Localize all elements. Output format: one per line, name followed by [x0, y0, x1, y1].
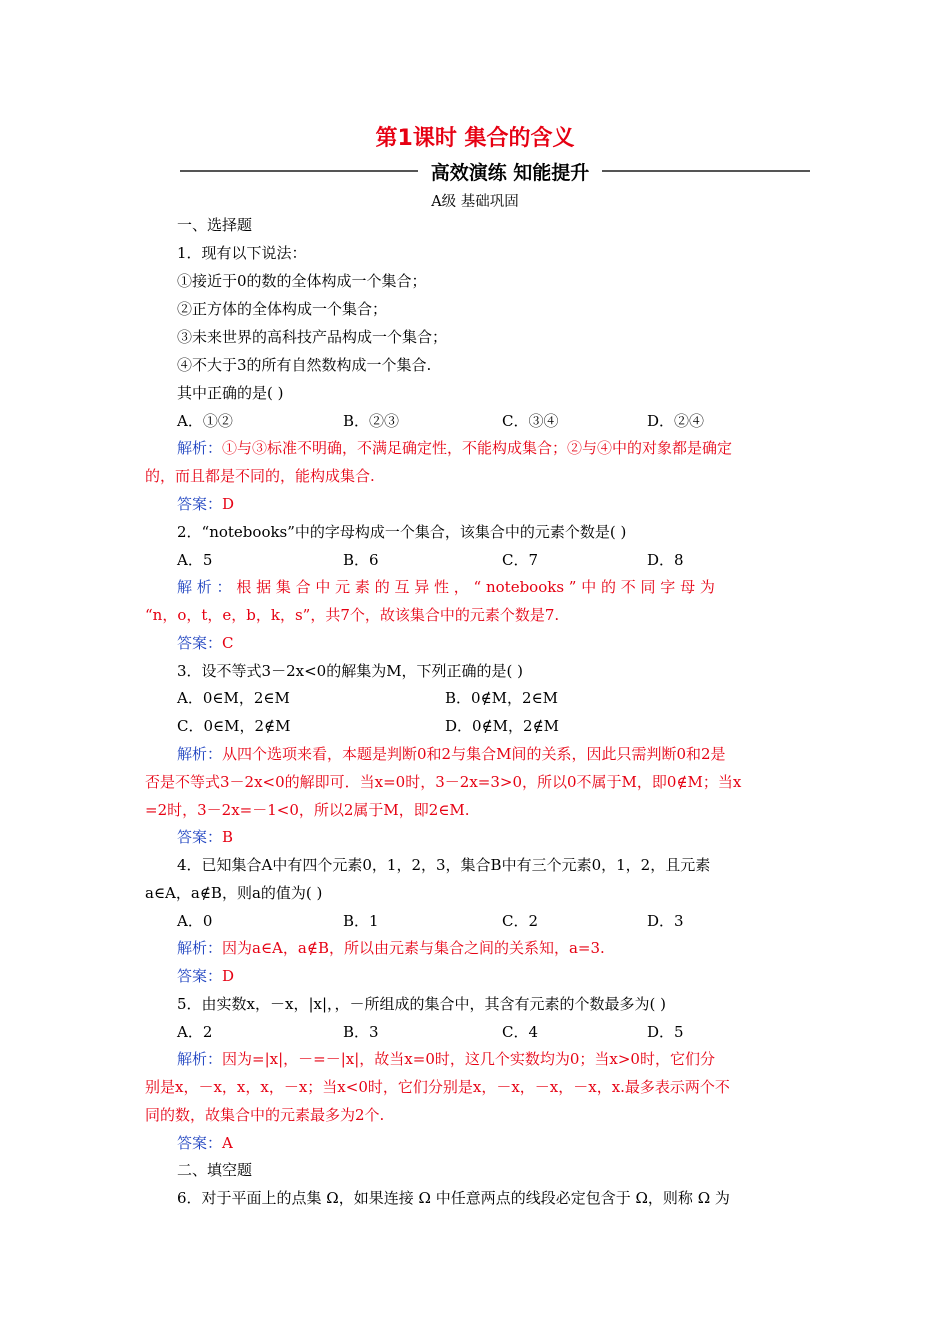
- q4-analysis-text-1: 因为a∈A，a∉B，所以由元素与集合之间的关系知，a=3.: [222, 939, 605, 957]
- q1-item-3: ③未来世界的高科技产品构成一个集合；: [177, 328, 448, 346]
- q1-answer-value: D: [222, 495, 235, 513]
- q3-analysis-line-1: [177, 744, 726, 764]
- q3-option-a: A．0∈M，2∈M: [177, 689, 290, 707]
- q5-analysis-text-1: 因为=|x|，－=－|x|，故当x=0时，这几个实数均为0；当x>0时，它们分: [222, 1050, 715, 1068]
- banner-rule-left: [180, 170, 418, 172]
- q2-option-d: D．8: [647, 551, 684, 569]
- q4-option-c: C．2: [502, 912, 539, 930]
- q5-option-a: A．2: [177, 1023, 213, 1041]
- q3-answer-label: 答案：: [177, 828, 223, 846]
- q1-analysis-label: 解析：: [177, 439, 223, 457]
- q2-analysis-line-1: [177, 577, 715, 597]
- q4-analysis-label: 解析：: [177, 939, 223, 957]
- q4-stem-line-1: 4．已知集合A中有四个元素0，1，2，3，集合B中有三个元素0，1，2，且元素: [177, 856, 711, 874]
- q2-answer: [177, 633, 234, 653]
- q3-answer: [177, 827, 233, 847]
- q3-option-d: D．0∉M，2∉M: [445, 717, 560, 735]
- q1-analysis-line-2: 的，而且都是不同的，能构成集合.: [145, 467, 375, 485]
- q2-option-b: B．6: [343, 551, 379, 569]
- banner-text: 高效演练 知能提升: [430, 162, 590, 184]
- banner-rule-right: [602, 170, 810, 172]
- q5-option-d: D．5: [647, 1023, 684, 1041]
- q5-answer: [177, 1133, 233, 1153]
- q5-answer-label: 答案：: [177, 1134, 223, 1152]
- q3-analysis-text-1: 从四个选项来看，本题是判断0和2与集合M间的关系，因此只需判断0和2是: [222, 745, 726, 763]
- q2-answer-label: 答案：: [177, 634, 223, 652]
- q1-analysis-text-1: ①与③标准不明确，不满足确定性，不能构成集合；②与④中的对象都是确定: [222, 439, 733, 457]
- q5-analysis-line-3: 同的数，故集合中的元素最多为2个.: [145, 1106, 385, 1124]
- q5-option-c: C．4: [502, 1023, 539, 1041]
- q1-item-2: ②正方体的全体构成一个集合；: [177, 300, 388, 318]
- q4-stem-line-2: a∈A，a∉B，则a的值为( ): [145, 884, 323, 902]
- q2-stem: 2．“notebooks”中的字母构成一个集合，该集合中的元素个数是( ): [177, 523, 627, 541]
- q3-analysis-line-3: =2时，3－2x=－1<0，所以2属于M，即2∈M.: [145, 801, 470, 819]
- q1-analysis-line-1: [177, 438, 732, 458]
- q1-stem: 1．现有以下说法：: [177, 244, 307, 262]
- q3-stem: 3．设不等式3－2x<0的解集为M，下列正确的是( ): [177, 662, 524, 680]
- q1-option-b: B．②③: [343, 412, 400, 430]
- q4-analysis-line-1: [177, 938, 605, 958]
- q4-answer: [177, 966, 234, 986]
- q5-option-b: B．3: [343, 1023, 379, 1041]
- q3-answer-value: B: [222, 828, 234, 846]
- q2-analysis-line-2: “n，o，t，e，b，k，s”，共7个，故该集合中的元素个数是7.: [145, 606, 560, 624]
- q1-item-4: ④不大于3的所有自然数构成一个集合.: [177, 356, 432, 374]
- q1-item-1: ①接近于0的数的全体构成一个集合；: [177, 272, 427, 290]
- q1-option-d: D．②④: [647, 412, 705, 430]
- q3-analysis-label: 解析：: [177, 745, 223, 763]
- level-heading: A级 基础巩固: [431, 194, 519, 210]
- q4-answer-value: D: [222, 967, 235, 985]
- q2-answer-value: C: [222, 634, 234, 652]
- q1-option-a: A．①②: [177, 412, 233, 430]
- q1-ask: 其中正确的是( ): [177, 384, 284, 402]
- q1-option-c: C．③④: [502, 412, 559, 430]
- q5-analysis-line-1: [177, 1049, 715, 1069]
- q2-option-c: C．7: [502, 551, 539, 569]
- q1-answer: [177, 494, 234, 514]
- lesson-title: 第1课时 集合的含义: [375, 126, 575, 151]
- q3-option-c: C．0∈M，2∉M: [177, 717, 291, 735]
- q2-analysis-text-1: 根 据 集 合 中 元 素 的 互 异 性 ， “ notebooks ” 中 的 不 同 字 母 为: [236, 578, 715, 596]
- q4-option-b: B．1: [343, 912, 379, 930]
- q3-analysis-line-2: 否是不等式3－2x<0的解即可．当x=0时，3－2x=3>0，所以0不属于M，即0∉M；当x: [145, 773, 742, 791]
- section-banner: [180, 158, 810, 184]
- q4-answer-label: 答案：: [177, 967, 223, 985]
- q4-option-a: A．0: [177, 912, 213, 930]
- q2-option-a: A．5: [177, 551, 213, 569]
- q4-option-d: D．3: [647, 912, 684, 930]
- section-choice-heading: 一、选择题: [177, 216, 253, 234]
- q3-option-b: B．0∉M，2∈M: [445, 689, 559, 707]
- q5-analysis-line-2: 别是x，－x，x，x，－x；当x<0时，它们分别是x，－x，－x，－x，x.最多表示两个不: [145, 1078, 730, 1096]
- q1-answer-label: 答案：: [177, 495, 223, 513]
- q5-answer-value: A: [222, 1134, 233, 1152]
- q5-analysis-label: 解析：: [177, 1050, 223, 1068]
- q2-analysis-label: 解 析 ：: [177, 578, 232, 596]
- q6-stem: 6．对于平面上的点集 Ω，如果连接 Ω 中任意两点的线段必定包含于 Ω，则称 Ω 为: [177, 1189, 730, 1207]
- section-fill-heading: 二、填空题: [177, 1161, 253, 1179]
- q5-stem: 5．由实数x，－x，|x|，，－所组成的集合中，其含有元素的个数最多为( ): [177, 995, 667, 1013]
